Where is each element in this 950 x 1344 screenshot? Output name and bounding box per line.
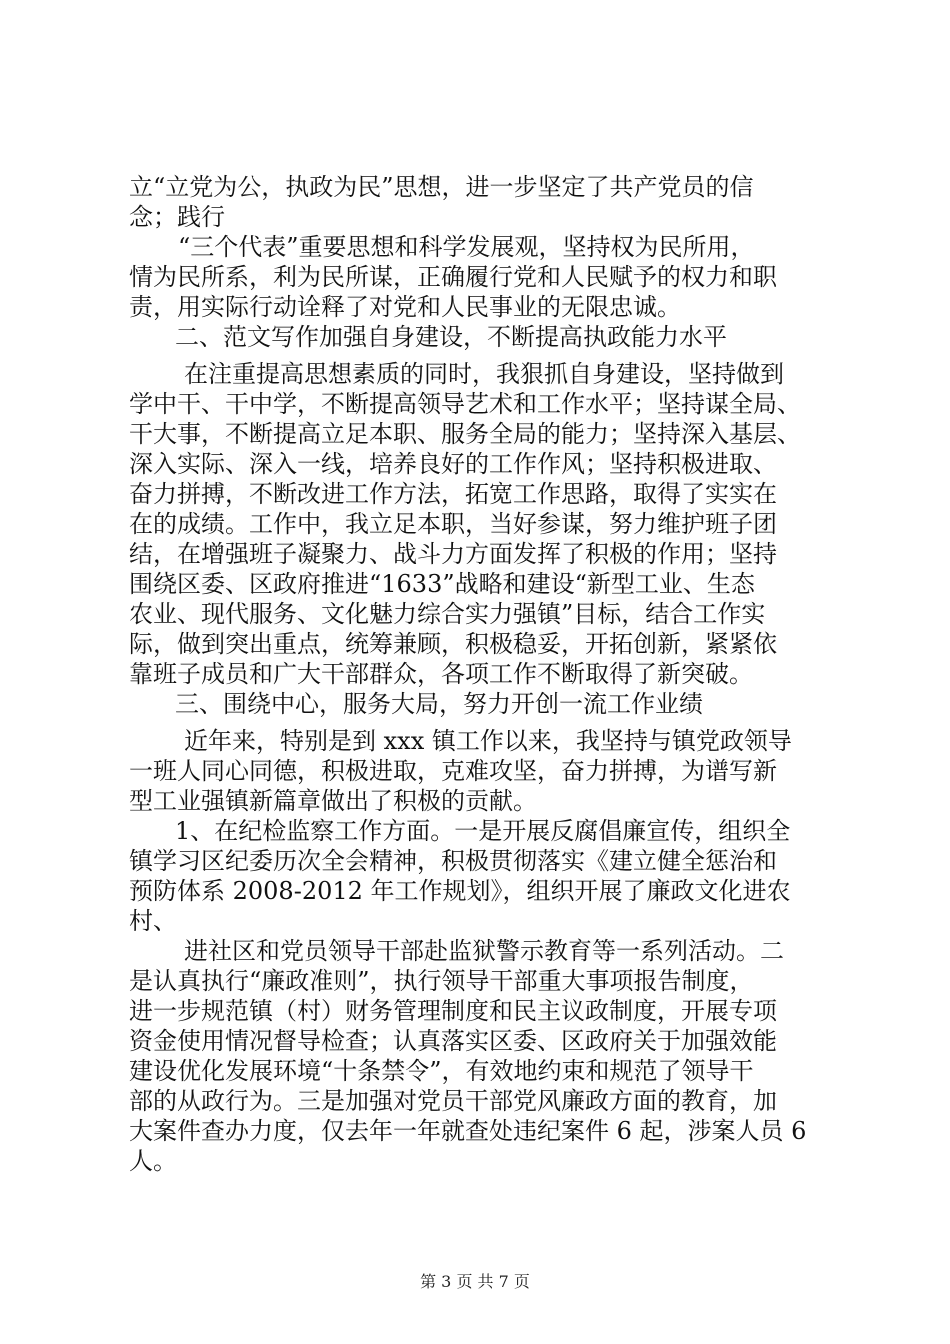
text-line: 在的成绩。工作中，我立足本职，当好参谋，努力维护班子团 bbox=[129, 510, 777, 538]
text-line: “三个代表”重要思想和科学发展观，坚持权为民所用， bbox=[178, 233, 755, 261]
text-line: 立“立党为公，执政为民”思想，进一步坚定了共产党员的信 bbox=[129, 173, 754, 201]
text-line: 型工业强镇新篇章做出了积极的贡献。 bbox=[129, 787, 537, 815]
text-line: 部的从政行为。三是加强对党员干部党风廉政方面的教育，加 bbox=[129, 1087, 777, 1115]
text-line: 村、 bbox=[129, 907, 177, 935]
text-line: 奋力拼搏，不断改进工作方法，拓宽工作思路，取得了实实在 bbox=[129, 480, 777, 508]
text-line: 大案件查办力度，仅去年一年就查处违纪案件 6 起，涉案人员 6 bbox=[129, 1117, 807, 1145]
text-line: 人。 bbox=[129, 1147, 177, 1175]
text-line: 近年来，特别是到 xxx 镇工作以来，我坚持与镇党政领导 bbox=[184, 727, 792, 755]
text-line: 进社区和党员领导干部赴监狱警示教育等一系列活动。二 bbox=[184, 937, 784, 965]
text-line: 在注重提高思想素质的同时，我狠抓自身建设，坚持做到 bbox=[184, 360, 784, 388]
text-line: 干大事，不断提高立足本职、服务全局的能力；坚持深入基层、 bbox=[129, 420, 801, 448]
text-line: 镇学习区纪委历次全会精神，积极贯彻落实《建立健全惩治和 bbox=[129, 847, 777, 875]
text-line: 结，在增强班子凝聚力、战斗力方面发挥了积极的作用；坚持 bbox=[129, 540, 777, 568]
text-line: 际，做到突出重点，统筹兼顾，积极稳妥，开拓创新，紧紧依 bbox=[129, 630, 777, 658]
page-number-footer: 第 3 页 共 7 页 bbox=[420, 1272, 530, 1291]
text-line: 靠班子成员和广大干部群众，各项工作不断取得了新突破。 bbox=[129, 660, 753, 688]
text-line: 资金使用情况督导检查；认真落实区委、区政府关于加强效能 bbox=[129, 1027, 777, 1055]
text-line: 1、在纪检监察工作方面。一是开展反腐倡廉宣传，组织全 bbox=[175, 817, 791, 845]
text-line: 预防体系 2008-2012 年工作规划》，组织开展了廉政文化进农 bbox=[129, 877, 791, 905]
text-line: 深入实际、深入一线，培养良好的工作作风；坚持积极进取、 bbox=[129, 450, 777, 478]
section-heading: 二、范文写作加强自身建设，不断提高执政能力水平 bbox=[175, 323, 727, 351]
text-line: 学中干、干中学，不断提高领导艺术和工作水平；坚持谋全局、 bbox=[129, 390, 801, 418]
text-line: 一班人同心同德，积极进取，克难攻坚，奋力拼搏，为谱写新 bbox=[129, 757, 777, 785]
text-line: 念；践行 bbox=[129, 203, 225, 231]
text-line: 情为民所系，利为民所谋，正确履行党和人民赋予的权力和职 bbox=[129, 263, 777, 291]
text-line: 进一步规范镇（村）财务管理制度和民主议政制度，开展专项 bbox=[129, 997, 777, 1025]
text-line: 围绕区委、区政府推进“1633”战略和建设“新型工业、生态 bbox=[129, 570, 755, 598]
text-line: 责，用实际行动诠释了对党和人民事业的无限忠诚。 bbox=[129, 293, 681, 321]
text-line: 建设优化发展环境“十条禁令”，有效地约束和规范了领导干 bbox=[129, 1057, 754, 1085]
text-line: 农业、现代服务、文化魅力综合实力强镇”目标，结合工作实 bbox=[129, 600, 766, 628]
text-line: 是认真执行“廉政准则”，执行领导干部重大事项报告制度， bbox=[129, 967, 754, 995]
section-heading: 三、围绕中心，服务大局，努力开创一流工作业绩 bbox=[175, 690, 703, 718]
